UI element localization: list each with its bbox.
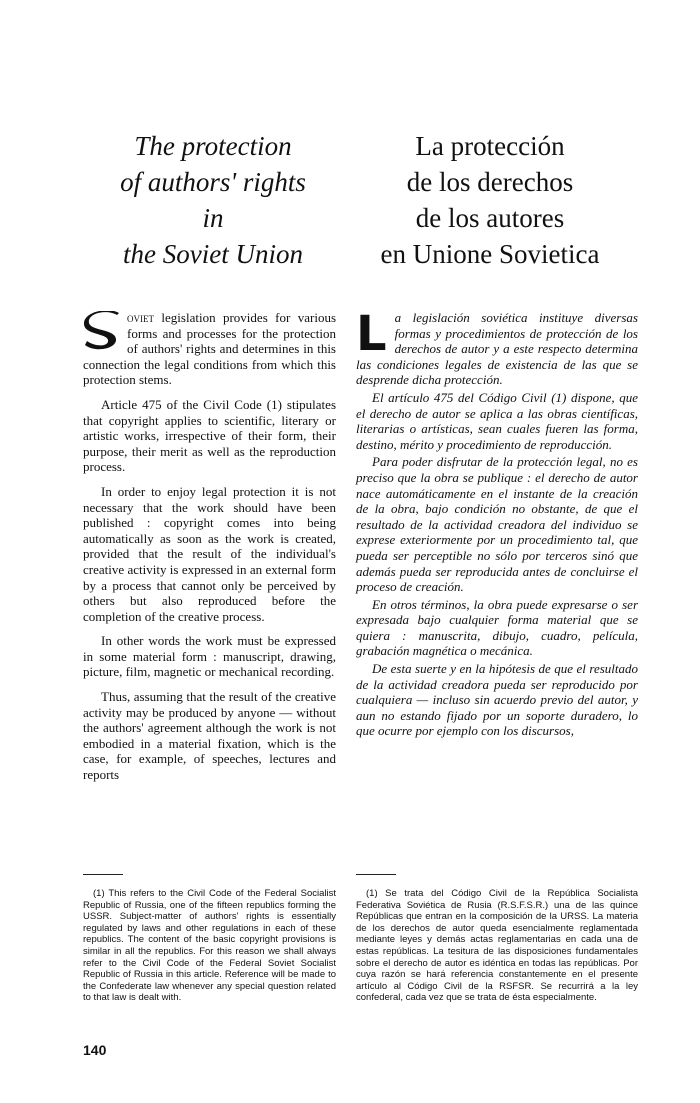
title-english-line-4: the Soviet Union xyxy=(123,239,303,269)
title-spanish-line-2: de los derechos xyxy=(406,167,574,197)
page-number: 140 xyxy=(83,1042,107,1058)
dropcap-s-glyph xyxy=(83,311,121,351)
english-paragraph-1 xyxy=(83,310,336,388)
english-column xyxy=(83,310,336,792)
title-english xyxy=(88,128,338,272)
spanish-paragraph-4: En otros términos, la obra puede expresarse o ser expresada bajo cualquier forma material que se quiera : manuscrita, dibujo, cuadro, película, grabación magnética o mecánica. xyxy=(356,596,638,659)
title-spanish-line-4: en Unione Sovietica xyxy=(380,239,600,269)
dropcap-s-icon xyxy=(83,311,121,351)
footnote-english-text: (1) This refers to the Civil Code of the Federal Socialist Republic of Russia, one of the fifteen republics forming the USSR. Subject-matter of authors' rights is essentially regulated by laws and other regulations in each of these republics. The content of the basic copyright provisions is similar in all the republics. For this reason we shall always refer to the Civil Code of the Federal Soviet Socialist Republic of Russia in this article. Reference will be made to the Confederate law whenever any special question related to that law is dealt with. xyxy=(83,888,336,1004)
title-spanish-line-1: La protección xyxy=(415,131,565,161)
title-english-line-1: The protection xyxy=(134,131,292,161)
english-paragraph-5: Thus, assuming that the result of the creative activity may be produced by anyone — without the authors' agreement although the work is not embodied in a material fixation, which is the case, for example, of speeches, lectures and reports xyxy=(83,689,336,783)
english-paragraph-2: Article 475 of the Civil Code (1) stipulates that copyright applies to scientific, literary or artistic works, irrespective of their form, their purpose, their merit as well as the reproduction process. xyxy=(83,396,336,475)
footnote-spanish-text: (1) Se trata del Código Civil de la República Socialista Federativa Soviética de Rusia (R.S.F.S.R.) una de las quince Repúblicas que entran en la composición de la URSS. La materia de los derechos de autor queda esencialmente reglamentada mediante leyes y demás actas reglamentarias en cada una de estas repúblicas. La tesitura de las disposiciones fundamentales sobre el derecho de autor es idéntica en todas las repúblicas. Por cuya razón se hará referencia constantemente en el presente artículo al Código Civil de la RSFSR. Se recurrirá a la ley confederal, cada vez que se trata de ésta especialmente. xyxy=(356,888,638,1004)
spanish-paragraph-2: El artículo 475 del Código Civil (1) dispone, que el derecho de autor se aplica a las obras científicas, literarias o artísticas, sean cuales fueren las forma, destino, mérito y procedimiento de reproducción. xyxy=(356,389,638,452)
english-paragraph-4: In other words the work must be expressed in some material form : manuscript, drawing, picture, film, magnetic or mechanical recording. xyxy=(83,633,336,680)
dropcap-l-letter: L xyxy=(356,306,387,362)
title-english-line-3: in xyxy=(202,203,224,233)
footnote-divider-english xyxy=(83,874,123,875)
spanish-paragraph-3: Para poder disfrutar de la protección legal, no es preciso que la obra se publique : el derecho de autor nace automáticamente en el instante de la creación de la obra, bajo condición no obstante, de que el resultado de la actividad creadora del individuo se exprese exteriormente por un procedimiento tal, que pueda ser perceptible no sólo por terceros sinó que además pueda ser reproducida antes de concluirse el proceso de creación. xyxy=(356,454,638,595)
spanish-paragraph-5: De esta suerte y en la hipótesis de que el resultado de la actividad creadora pueda ser reproducido por cualquiera — incluso sin acuerdo previo del autor, y aun no estando fijado por un soporte duradero, lo que ocurre por ejemplo con los discursos, xyxy=(356,661,638,739)
english-paragraph-3: In order to enjoy legal protection it is not necessary that the work should have been published : copyright comes into being automatically as soon as the work is created, provided that the result of the individual's creative activity is expressed in an external form by a process that cannot only be perceived by others but also reproduced before the completion of the creative process. xyxy=(83,483,336,624)
footnote-english xyxy=(83,888,336,1004)
spanish-paragraph-1-text: a legislación soviética instituye diversas formas y procedimientos de protección de los derechos de autor y a este respecto determina las condiciones legales de existencia de las que se desprende dicha protección. xyxy=(356,310,638,388)
title-english-line-2: of authors' rights xyxy=(120,167,306,197)
spanish-paragraph-1 xyxy=(356,306,638,388)
footnote-spanish xyxy=(356,888,638,1004)
title-spanish xyxy=(355,128,625,272)
spanish-column xyxy=(356,306,638,741)
english-paragraph-1-text: legislation provides for various forms and processes for the protection of authors' rights and determines in this connection the legal conditions from which this protection stems. xyxy=(83,310,336,388)
english-lead-word: oviet xyxy=(127,310,154,325)
title-spanish-line-3: de los autores xyxy=(415,203,565,233)
footnote-divider-spanish xyxy=(356,874,396,875)
